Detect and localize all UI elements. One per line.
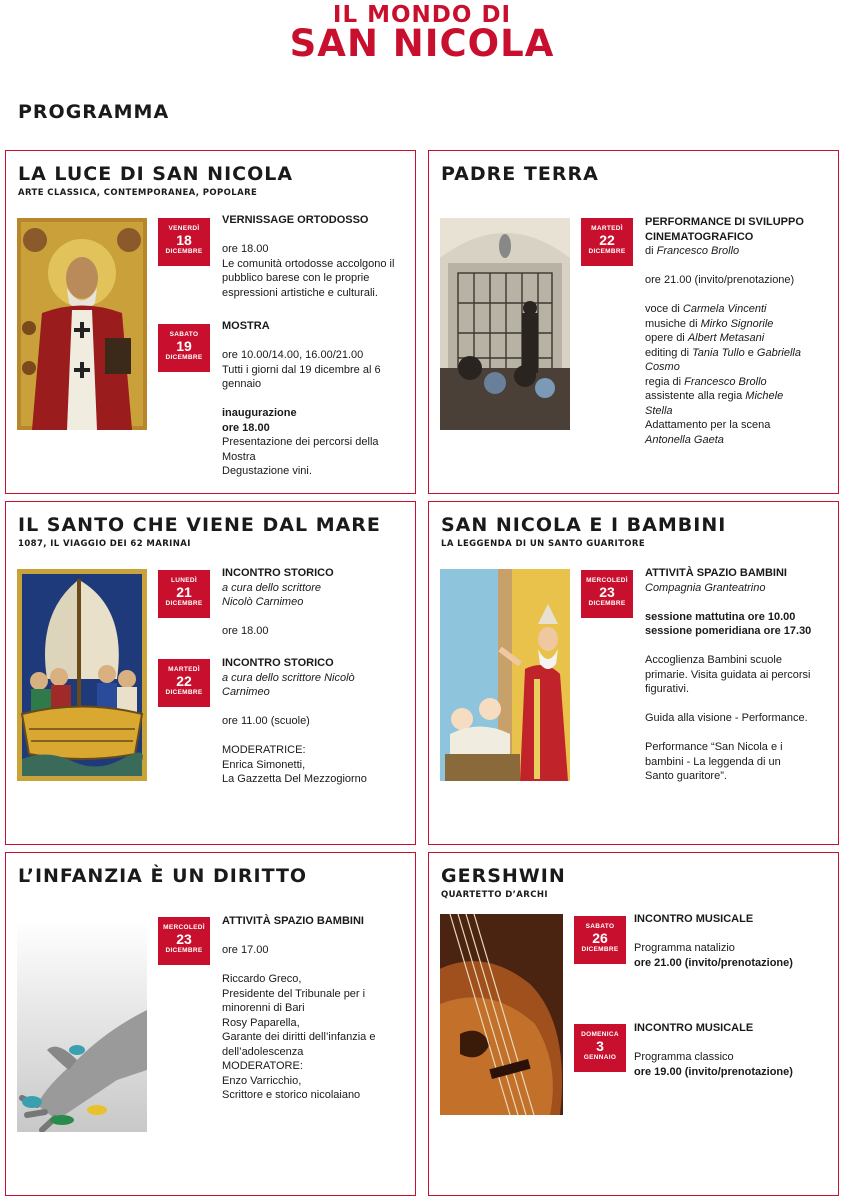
event-details: INCONTRO STORICO a cura dello scrittore Nicolò Carnimeo ore 11.00 (scuole) MODERATRICE: Enrica Simonetti, La Gazzetta Del Mezzogiorno bbox=[222, 657, 367, 785]
card-subtitle: ARTE CLASSICA, CONTEMPORANEA, POPOLARE bbox=[18, 188, 258, 198]
date-badge: SABATO 19 DICEMBRE bbox=[158, 324, 210, 372]
event-details: INCONTRO MUSICALE Programma classico ore 19.00 (invito/prenotazione) bbox=[634, 1022, 793, 1078]
card-title: PADRE TERRA bbox=[441, 163, 599, 185]
medieval-ship-miniature-image bbox=[17, 569, 147, 781]
date-badge: VENERDÌ 18 DICEMBRE bbox=[158, 218, 210, 266]
card-title: IL SANTO CHE VIENE DAL MARE bbox=[18, 514, 381, 536]
card-title: SAN NICOLA E I BAMBINI bbox=[441, 514, 727, 536]
date-badge: MARTEDÌ 22 DICEMBRE bbox=[581, 218, 633, 266]
card-title: GERSHWIN bbox=[441, 865, 566, 887]
event-details: MOSTRA ore 10.00/14.00, 16.00/21.00 Tutti i giorni dal 19 dicembre al 6 gennaio inaugurazione ore 18.00 Presentazione dei percorsi della Mostra Degustazione vini. bbox=[222, 320, 381, 477]
brand-main-title: SAN NICOLA bbox=[289, 22, 555, 65]
illustrated-saint-with-children-image bbox=[440, 569, 570, 781]
card-title: L’INFANZIA È UN DIRITTO bbox=[18, 865, 308, 887]
card-il-santo bbox=[5, 501, 416, 845]
violin-close-up-image bbox=[440, 914, 563, 1115]
date-badge: SABATO 26 DICEMBRE bbox=[574, 916, 626, 964]
card-la-luce bbox=[5, 150, 416, 494]
page-title: PROGRAMMA bbox=[18, 101, 170, 123]
date-badge: MARTEDÌ 22 DICEMBRE bbox=[158, 659, 210, 707]
date-badge: MERCOLEDÌ 23 DICEMBRE bbox=[581, 570, 633, 618]
date-badge: MERCOLEDÌ 23 DICEMBRE bbox=[158, 917, 210, 965]
event-details: ATTIVITÀ SPAZIO BAMBINI ore 17.00 Riccardo Greco, Presidente del Tribunale per i minorenni di Bari Rosy Paparella, Garante dei diritti dell’infanzia e dell’adolescenza MODERATORE: Enzo Varricchio, Scrittore e storico nicolaiano bbox=[222, 915, 376, 1101]
brand-top-title: IL MONDO DI bbox=[332, 2, 512, 28]
date-badge: DOMENICA 3 GENNAIO bbox=[574, 1024, 626, 1072]
card-padre-terra bbox=[428, 150, 839, 494]
event-details: PERFORMANCE DI SVILUPPO CINEMATOGRAFICO di Francesco Brollo ore 21.00 (invito/prenotazione) voce di Carmela Vincenti musiche di Mirko Signorile opere di Albert Metasani editing di Tania Tullo e Gabriella Cosmo regia di Francesco Brollo assistente alla regia Michele Stella Adattamento per la scena Antonella Gaeta bbox=[645, 216, 804, 446]
card-infanzia bbox=[5, 852, 416, 1196]
date-badge: LUNEDÌ 21 DICEMBRE bbox=[158, 570, 210, 618]
event-details: INCONTRO MUSICALE Programma natalizio ore 21.00 (invito/prenotazione) bbox=[634, 913, 793, 969]
card-title: LA LUCE DI SAN NICOLA bbox=[18, 163, 294, 185]
crypt-interior-image bbox=[440, 218, 570, 430]
card-subtitle: 1087, IL VIAGGIO DEI 62 MARINAI bbox=[18, 539, 191, 549]
icon-of-san-nicola-image bbox=[17, 218, 147, 430]
card-subtitle: LA LEGGENDA DI UN SANTO GUARITORE bbox=[441, 539, 646, 549]
card-gershwin bbox=[428, 852, 839, 1196]
child-hand-with-paint-image bbox=[17, 920, 147, 1132]
event-details: INCONTRO STORICO a cura dello scrittore Nicolò Carnimeo ore 18.00 bbox=[222, 567, 334, 637]
card-san-nicola-bambini bbox=[428, 501, 839, 845]
event-details: ATTIVITÀ SPAZIO BAMBINI Compagnia Granteatrino sessione mattutina ore 10.00 sessione pomeridiana ore 17.30 Accoglienza Bambini scuole primarie. Visita guidata ai percorsi figurativi. Guida alla visione - Performance. Performance “San Nicola e i bambini - La leggenda di un Santo guaritore”. bbox=[645, 567, 812, 782]
card-subtitle: QUARTETTO D’ARCHI bbox=[441, 890, 548, 900]
event-details: VERNISSAGE ORTODOSSO ore 18.00 Le comunità ortodosse accolgono il pubblico barese con le proprie espressioni artistiche e culturali. bbox=[222, 214, 395, 299]
